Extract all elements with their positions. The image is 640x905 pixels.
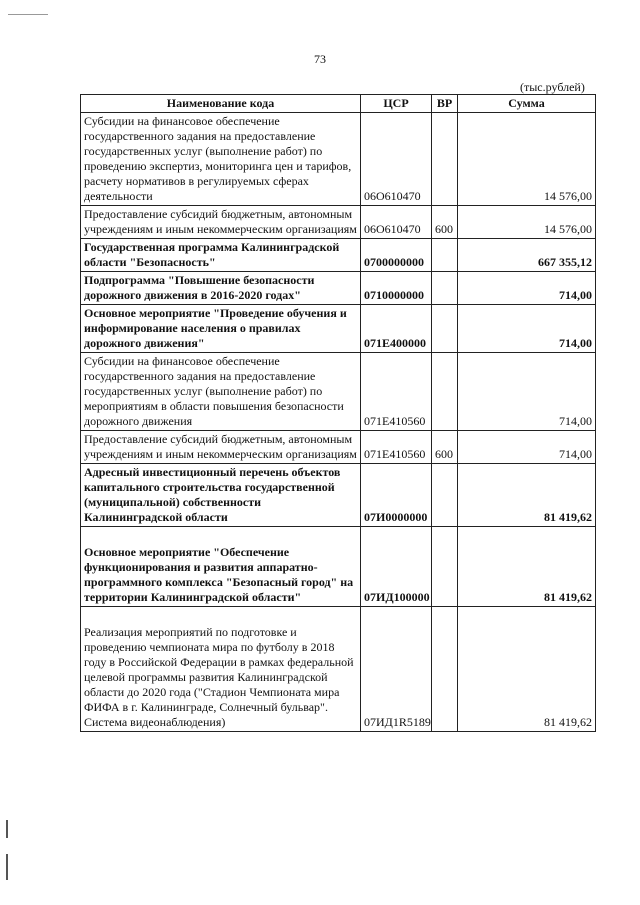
header-csr: ЦСР — [361, 95, 432, 113]
table-row — [81, 239, 596, 272]
row-vr-cell: 600 — [432, 431, 458, 464]
row-sum-cell: 14 576,00 — [458, 206, 596, 239]
row-sum-cell: 714,00 — [458, 305, 596, 353]
row-sum-cell: 714,00 — [458, 272, 596, 305]
header-vr: ВР — [432, 95, 458, 113]
header-sum: Сумма — [458, 95, 596, 113]
table-row — [81, 527, 596, 607]
table-row — [81, 353, 596, 431]
header-name: Наименование кода — [81, 95, 361, 113]
row-sum-cell: 81 419,62 — [458, 607, 596, 732]
row-csr-cell: 07ИД100000 — [361, 527, 432, 607]
table-row — [81, 607, 596, 732]
row-sum-cell: 14 576,00 — [458, 113, 596, 206]
row-name-cell: Основное мероприятие "Проведение обучения и информирование населения о правилах дорожного движения" — [81, 305, 361, 353]
table-row — [81, 113, 596, 206]
units-label: (тыс.рублей) — [520, 80, 585, 94]
table-row — [81, 464, 596, 527]
row-sum-cell: 714,00 — [458, 353, 596, 431]
table-row — [81, 305, 596, 353]
row-name-cell: Подпрограмма "Повышение безопасности дорожного движения в 2016-2020 годах" — [81, 272, 361, 305]
row-vr-cell — [432, 527, 458, 607]
row-vr-cell: 600 — [432, 206, 458, 239]
row-name-cell: Адресный инвестиционный перечень объектов капитального строительства государственной (муниципальной) собственности Калининградской области — [81, 464, 361, 527]
row-vr-cell — [432, 464, 458, 527]
budget-table — [80, 94, 596, 732]
row-vr-cell — [432, 607, 458, 732]
row-sum-cell: 667 355,12 — [458, 239, 596, 272]
row-name-cell: Субсидии на финансовое обеспечение государственного задания на предоставление государственных услуг (выполнение работ) по проведению экспертиз, мониторинга цен и тарифов, расчету нормативов в регулируемых сферах деятельности — [81, 113, 361, 206]
table-row — [81, 206, 596, 239]
row-vr-cell — [432, 272, 458, 305]
table-body — [81, 113, 596, 732]
row-name-cell: Предоставление субсидий бюджетным, автономным учреждениям и иным некоммерческим организациям — [81, 431, 361, 464]
row-name-cell: Основное мероприятие "Обеспечение функционирования и развития аппаратно-программного комплекса "Безопасный город" на территории Калининградской области" — [81, 527, 361, 607]
table-row — [81, 272, 596, 305]
row-name-cell: Реализация мероприятий по подготовке и проведению чемпионата мира по футболу в 2018 году в Российской Федерации в рамках федеральной целевой программы развития Калининградской области до 2020 года ("Стадион Чемпионата мира ФИФА в г. Калининграде, Солнечный бульвар". Система видеонаблюдения) — [81, 607, 361, 732]
row-csr-cell: 06О610470 — [361, 206, 432, 239]
page-number: 73 — [314, 52, 326, 66]
row-name-cell: Государственная программа Калининградской области "Безопасность" — [81, 239, 361, 272]
table-row — [81, 431, 596, 464]
row-sum-cell: 81 419,62 — [458, 527, 596, 607]
row-csr-cell: 07ИД1R5189 — [361, 607, 432, 732]
row-name-cell: Предоставление субсидий бюджетным, автономным учреждениям и иным некоммерческим организациям — [81, 206, 361, 239]
row-csr-cell: 07И0000000 — [361, 464, 432, 527]
row-sum-cell: 714,00 — [458, 431, 596, 464]
row-vr-cell — [432, 305, 458, 353]
scan-edge-line — [8, 14, 48, 15]
row-sum-cell: 81 419,62 — [458, 464, 596, 527]
row-csr-cell: 0710000000 — [361, 272, 432, 305]
row-vr-cell — [432, 353, 458, 431]
row-csr-cell: 071Е410560 — [361, 431, 432, 464]
row-csr-cell: 06О610470 — [361, 113, 432, 206]
row-csr-cell: 071Е410560 — [361, 353, 432, 431]
row-csr-cell: 0700000000 — [361, 239, 432, 272]
row-csr-cell: 071Е400000 — [361, 305, 432, 353]
table-header-row — [81, 95, 596, 113]
row-vr-cell — [432, 113, 458, 206]
row-name-cell: Субсидии на финансовое обеспечение государственного задания на предоставление государственных услуг (выполнение работ) по мероприятиям в области повышения безопасности дорожного движения — [81, 353, 361, 431]
row-vr-cell — [432, 239, 458, 272]
margin-marks — [6, 820, 8, 900]
